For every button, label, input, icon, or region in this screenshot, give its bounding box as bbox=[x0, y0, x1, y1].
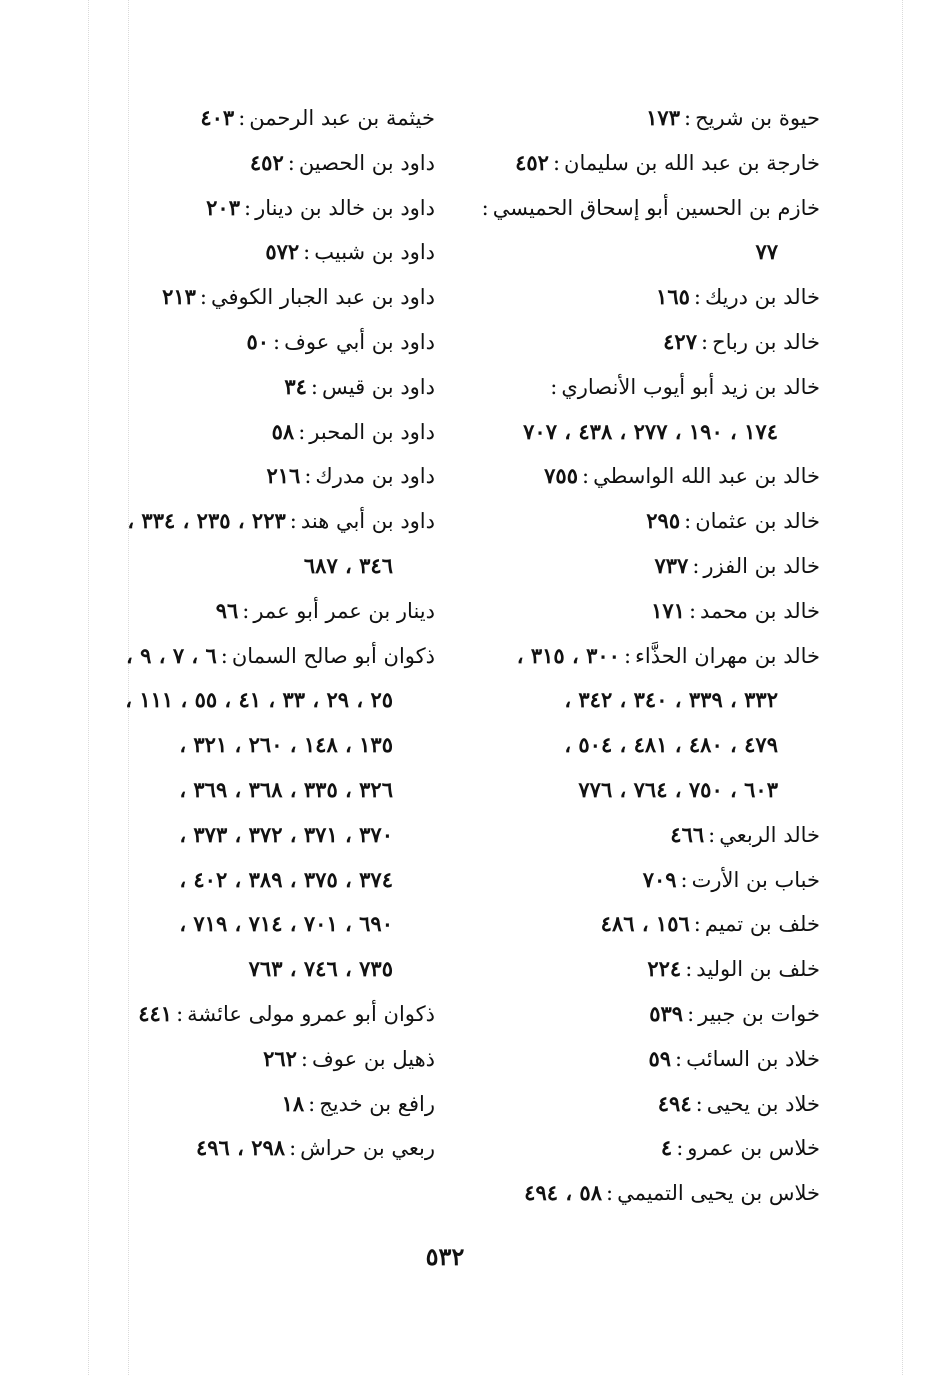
entry-name: داود بن عبد الجبار الكوفي bbox=[211, 285, 435, 310]
entry-name: خيثمة بن عبد الرحمن bbox=[249, 106, 435, 130]
index-entry bbox=[485, 1171, 820, 1216]
entry-name: داود بن أبي عوف bbox=[284, 329, 435, 354]
index-entry bbox=[485, 1037, 820, 1082]
entry-name: خالد بن مهران الحذَّاء bbox=[635, 643, 820, 668]
entry-page-numbers: ٧٠٩ bbox=[642, 866, 677, 892]
entry-separator: : bbox=[310, 374, 318, 399]
entry-page-numbers: ٤٥٢ bbox=[515, 149, 549, 175]
entry-name: داود بن مدرك bbox=[315, 464, 435, 489]
entry-separator: : bbox=[304, 464, 312, 489]
entry-page-numbers: ٣٤ bbox=[284, 373, 307, 399]
entry-separator: : bbox=[481, 195, 489, 220]
entry-separator: : bbox=[289, 1136, 297, 1161]
entry-name: خالد بن عبد الله الواسطي bbox=[593, 464, 820, 489]
entry-page-numbers: ١٨ bbox=[281, 1090, 305, 1116]
index-entry bbox=[481, 186, 820, 231]
entry-page-numbers: ٣٠٠ ، ٣١٥ ، bbox=[516, 642, 620, 668]
index-entry bbox=[90, 1082, 435, 1127]
entry-page-numbers: ٤٥٢ bbox=[249, 149, 284, 175]
entry-continuation: ٣٣٢ ، ٣٣٩ ، ٣٤٠ ، ٣٤٢ ، bbox=[564, 687, 778, 713]
entry-separator: : bbox=[692, 553, 700, 578]
entry-page-numbers: ٤٩٤ bbox=[657, 1090, 692, 1116]
entry-page-numbers: ١٧٣ bbox=[646, 105, 680, 130]
index-entry bbox=[485, 320, 820, 365]
index-entry bbox=[90, 410, 435, 455]
entry-page-numbers: ٤٢٧ bbox=[663, 328, 697, 354]
entry-separator: : bbox=[220, 643, 228, 668]
left-index-column bbox=[90, 96, 435, 1171]
entry-separator: : bbox=[688, 598, 697, 623]
entry-page-numbers: ٤ bbox=[660, 1135, 673, 1161]
entry-separator: : bbox=[695, 1091, 703, 1116]
index-entry bbox=[485, 589, 820, 634]
scan-noise-line bbox=[902, 0, 903, 1375]
index-entry bbox=[485, 544, 820, 589]
index-entry bbox=[90, 186, 435, 231]
index-entry bbox=[485, 947, 820, 992]
index-entry bbox=[485, 634, 820, 679]
entry-name: داود بن المحبر bbox=[309, 419, 435, 444]
entry-separator: : bbox=[550, 374, 558, 399]
entry-separator: : bbox=[675, 1046, 683, 1071]
entry-name: خالد بن محمد bbox=[700, 598, 820, 623]
entry-continuation: ٣٤٦ ، ٦٨٧ bbox=[303, 552, 393, 578]
entry-name: خوات بن جبير bbox=[698, 1001, 820, 1026]
entry-page-numbers: ٥٧٢ bbox=[265, 239, 300, 265]
index-entry bbox=[90, 275, 435, 320]
entry-continuation: ٣٧٤ ، ٣٧٥ ، ٣٨٩ ، ٤٠٢ ، bbox=[179, 866, 393, 892]
entry-page-numbers: ٢١٣ bbox=[162, 284, 196, 310]
entry-separator: : bbox=[676, 1136, 684, 1161]
entry-name: خباب بن الأرت bbox=[691, 867, 820, 892]
index-entry bbox=[485, 96, 820, 141]
index-entry bbox=[485, 141, 820, 186]
entry-name: ذكوان أبو صالح السمان bbox=[231, 643, 435, 668]
entry-name: حيوة بن شريح bbox=[695, 106, 820, 130]
entry-name: ربعي بن حراش bbox=[300, 1136, 435, 1161]
entry-separator: : bbox=[244, 195, 252, 220]
entry-continuation: ٤٧٩ ، ٤٨٠ ، ٤٨١ ، ٥٠٤ ، bbox=[564, 732, 778, 758]
entry-page-numbers: ٢٩٥ bbox=[646, 508, 681, 534]
entry-name: دينار بن عمر أبو عمر bbox=[253, 598, 435, 623]
entry-name: ذكوان أبو عمرو مولى عائشة bbox=[187, 1001, 435, 1026]
page-number: ٥٣٢ bbox=[425, 1242, 465, 1271]
entry-separator: : bbox=[623, 643, 632, 668]
entry-separator: : bbox=[242, 598, 250, 623]
entry-page-numbers: ٢٩٨ ، ٤٩٦ bbox=[195, 1135, 286, 1161]
index-entry bbox=[485, 1082, 820, 1127]
entry-name: خالد بن الفزر bbox=[703, 553, 820, 578]
entry-continuation: ١٧٤ ، ١٩٠ ، ٢٧٧ ، ٤٣٨ ، ٧٠٧ bbox=[523, 418, 778, 444]
index-entry bbox=[485, 858, 820, 903]
entry-page-numbers: ٤٤١ bbox=[138, 1000, 173, 1026]
entry-page-numbers: ٥٩ bbox=[648, 1045, 672, 1071]
entry-page-numbers: ٢١٦ bbox=[266, 463, 301, 489]
entry-name: خارجة بن عبد الله بن سليمان bbox=[564, 150, 820, 175]
scan-noise-line bbox=[88, 0, 89, 1375]
index-entry bbox=[485, 365, 820, 410]
entry-name: داود بن شبيب bbox=[314, 240, 435, 265]
entry-name: داود بن قيس bbox=[321, 374, 435, 399]
index-entry bbox=[485, 499, 820, 544]
entry-page-numbers: ٤٠٣ bbox=[200, 105, 235, 130]
index-entry bbox=[485, 454, 820, 499]
entry-page-numbers: ١٥٦ ، ٤٨٦ bbox=[600, 911, 690, 937]
entry-page-numbers: ٢٠٣ bbox=[206, 194, 240, 220]
entry-separator: : bbox=[687, 1001, 695, 1026]
entry-separator: : bbox=[685, 957, 693, 982]
entry-page-numbers: ٥٨ ، ٤٩٤ bbox=[524, 1180, 602, 1206]
entry-page-numbers: ٢٢٤ bbox=[647, 956, 682, 982]
entry-separator: : bbox=[300, 1046, 308, 1071]
index-entry bbox=[485, 992, 820, 1037]
entry-name: خالد بن زيد أبو أيوب الأنصاري bbox=[561, 374, 820, 399]
entry-continuation: ٢٥ ، ٢٩ ، ٣٣ ، ٤١ ، ٥٥ ، ١١١ ، bbox=[125, 687, 393, 713]
entry-page-numbers: ٩٦ bbox=[215, 597, 239, 623]
entry-separator: : bbox=[708, 822, 716, 847]
index-entry bbox=[90, 1037, 435, 1082]
entry-name: خازم بن الحسين أبو إسحاق الحميسي bbox=[492, 195, 820, 220]
entry-continuation: ٣٧٠ ، ٣٧١ ، ٣٧٢ ، ٣٧٣ ، bbox=[179, 821, 393, 847]
index-entry bbox=[90, 1126, 435, 1171]
entry-name: خالد بن عثمان bbox=[695, 509, 820, 534]
entry-name: خلف بن الوليد bbox=[696, 957, 820, 982]
index-entry bbox=[485, 902, 820, 947]
entry-separator: : bbox=[238, 106, 246, 130]
index-entry bbox=[90, 96, 435, 141]
entry-name: داود بن الحصين bbox=[298, 150, 435, 175]
entry-page-numbers: ٥٣٩ bbox=[649, 1000, 684, 1026]
entry-separator: : bbox=[552, 150, 561, 175]
entry-page-numbers: ١٦٥ bbox=[656, 284, 690, 310]
entry-separator: : bbox=[605, 1181, 614, 1206]
entry-separator: : bbox=[582, 464, 590, 489]
entry-page-numbers: ٥٠ bbox=[246, 328, 270, 354]
entry-name: داود بن خالد بن دينار bbox=[255, 195, 435, 220]
entry-separator: : bbox=[199, 285, 207, 310]
index-entry bbox=[90, 141, 435, 186]
entry-continuation: ٦٠٣ ، ٧٥٠ ، ٧٦٤ ، ٧٧٦ bbox=[578, 776, 778, 802]
entry-name: ذهيل بن عوف bbox=[312, 1046, 435, 1071]
entry-continuation: ٦٩٠ ، ٧٠١ ، ٧١٤ ، ٧١٩ ، bbox=[179, 911, 393, 937]
entry-continuation: ٣٢٦ ، ٣٣٥ ، ٣٦٨ ، ٣٦٩ ، bbox=[179, 776, 393, 802]
entry-continuation: ١٣٥ ، ١٤٨ ، ٢٦٠ ، ٣٢١ ، bbox=[179, 732, 393, 758]
index-entry bbox=[485, 813, 820, 858]
entry-page-numbers: ٧٥٥ bbox=[544, 463, 578, 489]
entry-page-numbers: ٢٢٣ ، ٢٣٥ ، ٣٣٤ ، bbox=[127, 508, 286, 534]
entry-separator: : bbox=[303, 240, 311, 265]
index-entry bbox=[90, 634, 435, 679]
index-entry bbox=[90, 499, 435, 544]
index-entry bbox=[90, 320, 435, 365]
entry-page-numbers: ٧٣٧ bbox=[654, 552, 689, 578]
entry-separator: : bbox=[287, 150, 295, 175]
entry-separator: : bbox=[684, 509, 692, 534]
index-entry bbox=[90, 365, 435, 410]
entry-continuation: ٧٧ bbox=[755, 239, 778, 265]
entry-separator: : bbox=[693, 285, 701, 310]
entry-name: خلف بن تميم bbox=[704, 912, 820, 937]
entry-page-numbers: ٥٨ bbox=[271, 418, 295, 444]
entry-separator: : bbox=[693, 912, 701, 937]
entry-page-numbers: ٤٦٦ bbox=[670, 821, 705, 847]
entry-page-numbers: ٢٦٢ bbox=[263, 1045, 297, 1071]
index-entry bbox=[90, 230, 435, 275]
entry-name: خالد الربعي bbox=[719, 822, 820, 847]
entry-page-numbers: ١٧١ bbox=[651, 597, 685, 623]
entry-separator: : bbox=[700, 329, 709, 354]
entry-separator: : bbox=[273, 329, 281, 354]
entry-continuation: ٧٣٥ ، ٧٤٦ ، ٧٦٣ bbox=[248, 956, 393, 982]
entry-name: خلاد بن يحيى bbox=[706, 1091, 820, 1116]
entry-name: خلاس بن يحيى التميمي bbox=[617, 1181, 820, 1206]
right-index-column bbox=[481, 96, 820, 1216]
entry-separator: : bbox=[308, 1091, 316, 1116]
entry-name: داود بن أبي هند bbox=[300, 509, 435, 534]
index-entry bbox=[90, 589, 435, 634]
entry-name: خلاس بن عمرو bbox=[687, 1136, 820, 1161]
index-entry bbox=[90, 454, 435, 499]
entry-separator: : bbox=[683, 106, 692, 130]
entry-name: خلاد بن السائب bbox=[686, 1046, 820, 1071]
entry-separator: : bbox=[289, 509, 297, 534]
index-entry bbox=[485, 275, 820, 320]
entry-separator: : bbox=[298, 419, 306, 444]
entry-separator: : bbox=[680, 867, 688, 892]
index-entry bbox=[485, 1126, 820, 1171]
entry-name: خالد بن دريك bbox=[704, 285, 820, 310]
entry-name: خالد بن رباح bbox=[712, 329, 820, 354]
entry-page-numbers: ٦ ، ٧ ، ٩ ، bbox=[126, 642, 217, 668]
index-entry bbox=[90, 992, 435, 1037]
entry-name: رافع بن خديج bbox=[319, 1091, 435, 1116]
entry-separator: : bbox=[176, 1001, 184, 1026]
